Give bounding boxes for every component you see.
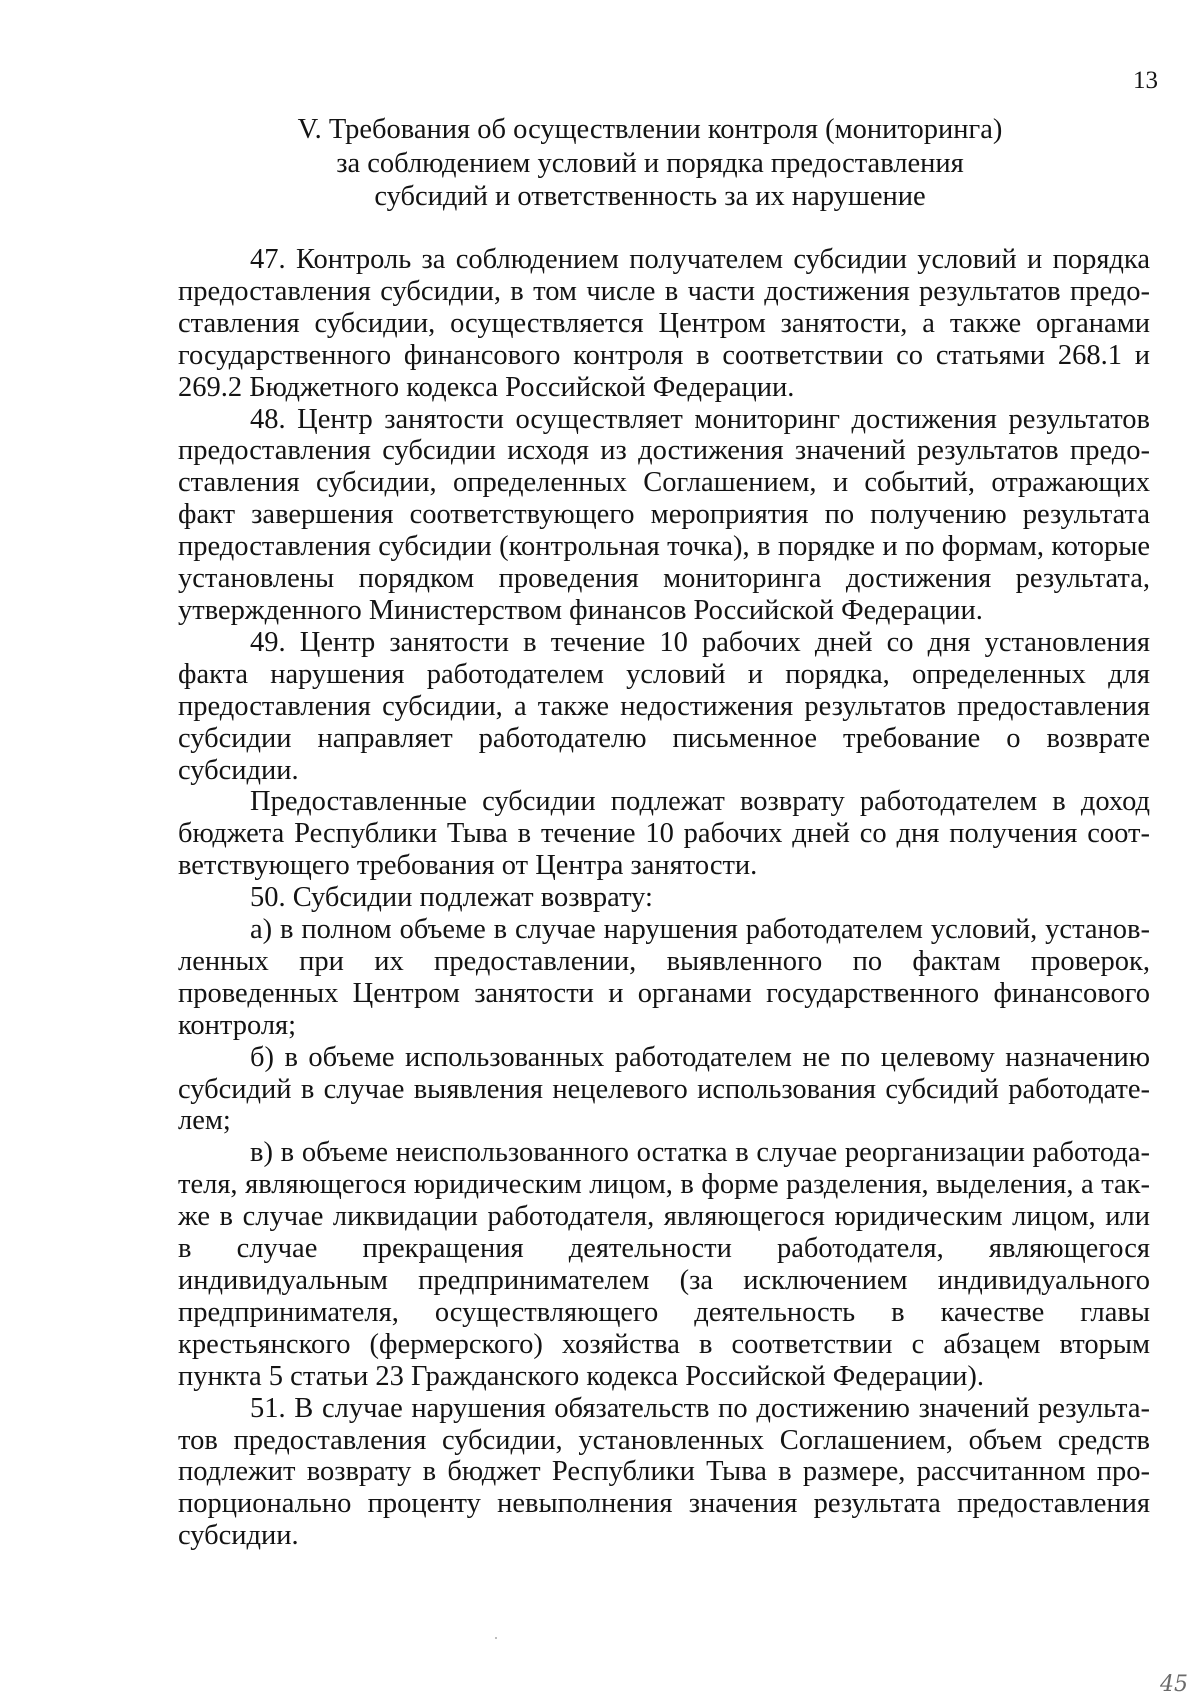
paragraph-50-a: а) в полном объеме в случае нарушения работодателем условий, установленных при их предоставлении, выявленного по фактам проверок, проведенных Центром занятости и органами государственного финансового контроля; [178,914,1150,1041]
paragraph-50-b: б) в объеме использованных работодателем не по целевому назначению субсидий в случае выявления нецелевого использования субсидий работодателем; [178,1041,1150,1137]
paragraph-50: 50. Субсидии подлежат возврату: [250,882,653,914]
page-number: 13 [1133,67,1158,94]
section-heading-line: за соблюдением условий и порядка предоставления [336,147,964,179]
paragraph-49-refund: Предоставленные субсидии подлежат возврату работодателем в доход бюджета Республики Тыва в течение 10 рабочих дней со дня получения соответствующего требования от Центра занятости. [178,786,1150,882]
section-heading-line: V. Требования об осуществлении контроля (мониторинга) [297,114,1003,145]
section-heading [200,113,1100,214]
paragraph-48: 48. Центр занятости осуществляет мониторинг достижения результатов предоставления субсидии исходя из достижения значений результатов предоставления субсидии, определенных Соглашением, и событий, отражающих факт завершения соответствующего мероприятия по получению результата предоставления субсидии (контрольная точка), в порядке и по формам, которые установлены порядком проведения мониторинга достижения результата, утвержденного Министерством финансов Российской Федерации. [178,403,1150,626]
scan-artifact [495,1637,497,1639]
document-body [178,244,1150,1552]
paragraph-51: 51. В случае нарушения обязательств по достижению значений результатов предоставления субсидии, установленных Соглашением, объем средств подлежит возврату в бюджет Республики Тыва в размере, рассчитанном пропорционально проценту невыполнения значения результата предоставления субсидии. [178,1392,1150,1552]
handwritten-page-mark: 45 [1160,1672,1188,1697]
paragraph-47: 47. Контроль за соблюдением получателем субсидии условий и порядка предоставления субсидии, в том числе в части достижения результатов предоставления субсидии, осуществляется Центром занятости, а также органами государственного финансового контроля в соответствии со статьями 268.1 и 269.2 Бюджетного кодекса Российской Федерации. [178,244,1150,403]
section-heading-line: субсидий и ответственность за их нарушение [374,181,926,212]
paragraph-50-v: в) в объеме неиспользованного остатка в случае реорганизации работодателя, являющегося юридическим лицом, в форме разделения, выделения, а также в случае ликвидации работодателя, являющегося юридическим лицом, или в случае прекращения деятельности работодателя, являющегося индивидуальным предпринимателем (за исключением индивидуального предпринимателя, осуществляющего деятельность в качестве главы крестьянского (фермерского) хозяйства в соответствии с абзацем вторым пункта 5 статьи 23 Гражданского кодекса Российской Федерации). [178,1137,1150,1392]
paragraph-49: 49. Центр занятости в течение 10 рабочих дней со дня установления факта нарушения работодателем условий и порядка, определенных для предоставления субсидии, а также недостижения результатов предоставления субсидии направляет работодателю письменное требование о возврате субсидии. [178,626,1150,786]
